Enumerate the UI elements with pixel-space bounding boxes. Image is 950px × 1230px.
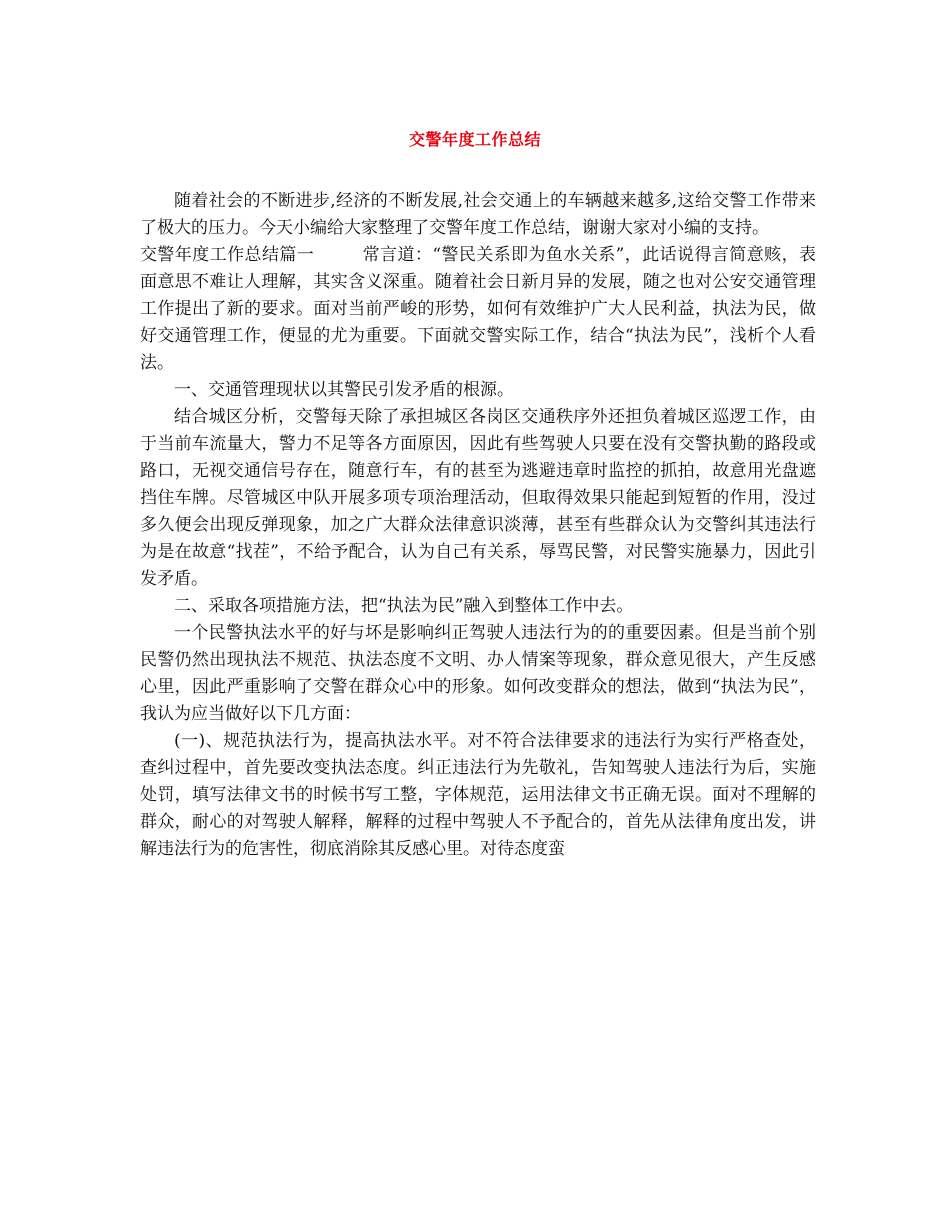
document-title: 交警年度工作总结 [408, 130, 541, 149]
document-body [140, 188, 816, 863]
intro-paragraph: 随着社会的不断进步,经济的不断发展,社会交通上的车辆越来越多,这给交警工作带来了极大的压力。今天小编给大家整理了交警年度工作总结，谢谢大家对小编的支持。 [140, 191, 816, 238]
paragraph-1: 结合城区分析，交警每天除了承担城区各岗区交通秩序外还担负着城区巡逻工作，由于当前车流量大，警力不足等各方面原因，因此有些驾驶人只要在没有交警执勤的路段或路口，无视交通信号存在，随意行车，有的甚至为逃避违章时监控的抓拍，故意用光盘遮挡住车牌。尽管城区中队开展多项专项治理活动，但取得效果只能起到短暂的作用，没过多久便会出现反弹现象，加之广大群众法律意识淡薄，甚至有些群众认为交警纠其违法行为是在故意“找茬”，不给予配合，认为自己有关系，辱骂民警，对民警实施暴力，因此引发矛盾。 [140, 407, 816, 589]
section-paragraph [140, 242, 816, 377]
heading-2: 二、采取各项措施方法，把“执法为民”融入到整体工作中去。 [174, 596, 634, 616]
section-label: 交警年度工作总结篇一 [140, 245, 315, 265]
heading-1: 一、交通管理现状以其警民引发矛盾的根源。 [174, 380, 514, 400]
section-text: 常言道：“警民关系即为鱼水关系”，此话说得言简意赅，表面意思不难让人理解，其实含义深重。随着社会日新月异的发展，随之也对公安交通管理工作提出了新的要求。面对当前严峻的形势，如何有效维护广大人民利益，执法为民，做好交通管理工作，便显的尤为重要。下面就交警实际工作，结合“执法为民”，浅析个人看法。 [140, 245, 816, 373]
paragraph-2: 一个民警执法水平的好与坏是影响纠正驾驶人违法行为的的重要因素。但是当前个别民警仍然出现执法不规范、执法态度不文明、办人情案等现象，群众意见很大，产生反感心里，因此严重影响了交警在群众心中的形象。如何改变群众的想法，做到“执法为民”，我认为应当做好以下几方面： [140, 623, 816, 724]
paragraph-3: (一)、规范执法行为，提高执法水平。对不符合法律要求的违法行为实行严格查处，查纠过程中，首先要改变执法态度。纠正违法行为先敬礼，告知驾驶人违法行为后，实施处罚，填写法律文书的时候书写工整，字体规范，运用法律文书正确无误。面对不理解的群众，耐心的对驾驶人解释，解释的过程中驾驶人不予配合的，首先从法律角度出发，讲解违法行为的危害性，彻底消除其反感心里。对待态度蛮 [140, 731, 816, 859]
